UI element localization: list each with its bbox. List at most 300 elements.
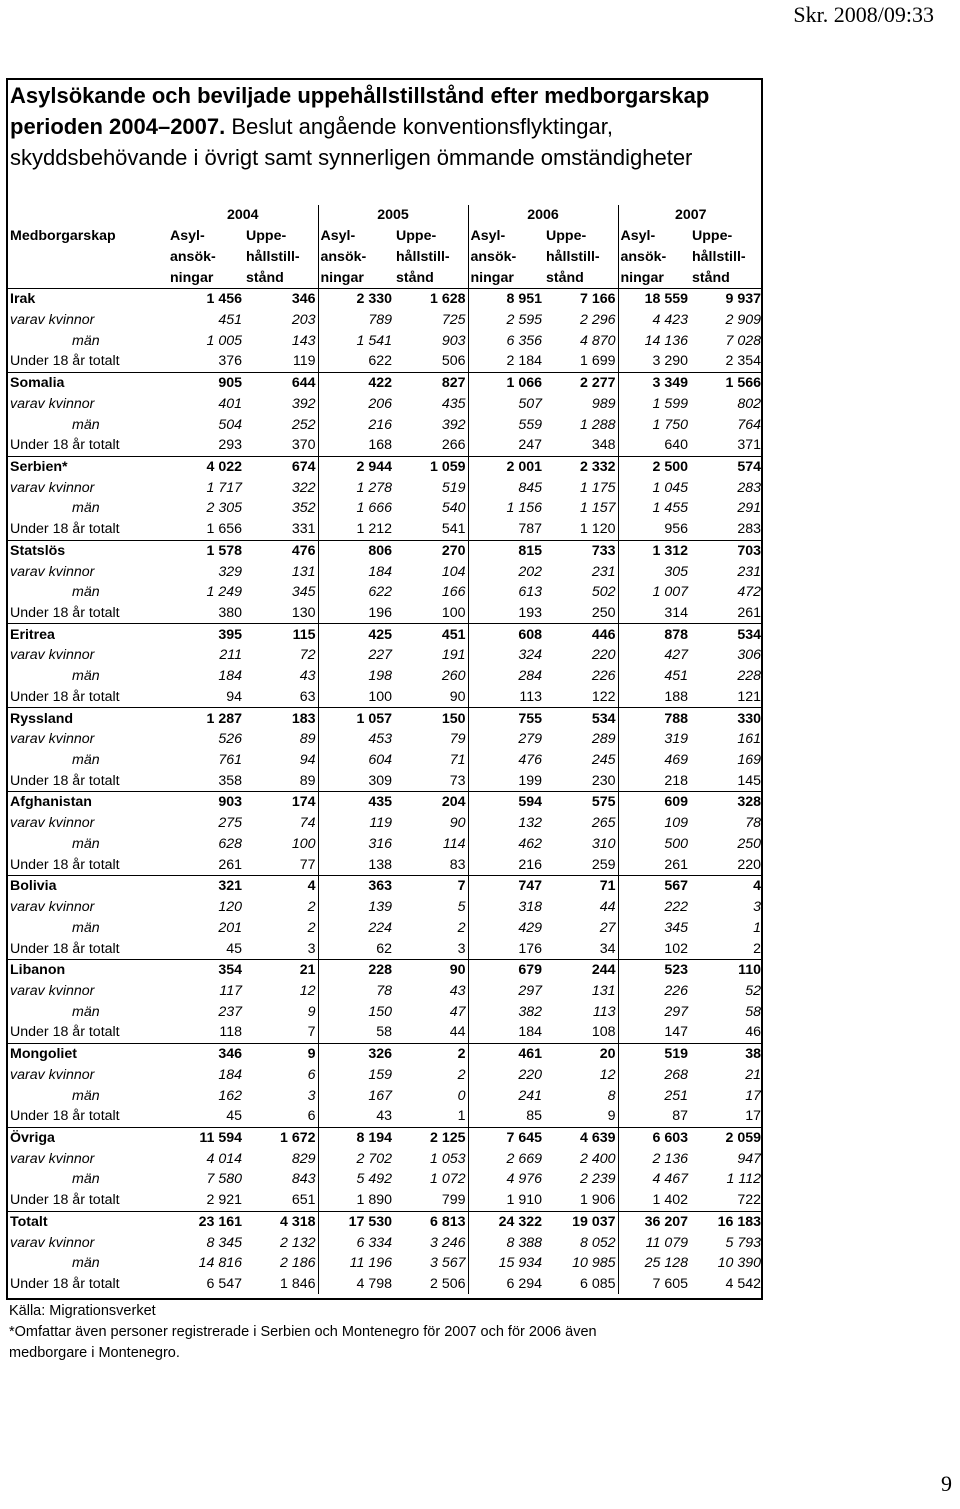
table-cell: 198	[368, 668, 392, 685]
table-cell: 9	[244, 1043, 318, 1064]
table-cell: 3	[394, 938, 468, 959]
row-label: Under 18 år totalt	[10, 353, 120, 370]
row-label: Under 18 år totalt	[10, 856, 120, 873]
table-cell: 1 578	[168, 540, 244, 561]
table-cell: 370	[244, 435, 318, 456]
row-label: varav kvinnor	[10, 1150, 95, 1167]
table-cell: 2 305	[206, 500, 242, 517]
table-cell: 85	[526, 1108, 542, 1125]
table-cell: 4 014	[206, 1150, 242, 1167]
table-cell: 2 702	[356, 1150, 392, 1167]
table-cell: 245	[544, 750, 618, 771]
table-cell: 1 120	[544, 519, 618, 540]
under-18-row	[8, 435, 763, 456]
row-label: män	[72, 919, 100, 936]
header-uppe: Uppe-	[544, 226, 618, 247]
table-cell: 1 906	[544, 1190, 618, 1211]
country-row	[8, 708, 763, 729]
table-cell: 7 580	[206, 1171, 242, 1188]
row-label: Under 18 år totalt	[10, 521, 120, 538]
table-cell: 462	[518, 835, 542, 852]
country-row	[8, 792, 763, 813]
country-row	[8, 959, 763, 980]
table-cell: 371	[737, 437, 761, 454]
table-cell: 204	[394, 792, 468, 813]
column-header-row-1	[8, 226, 763, 247]
table-cell: 9 937	[690, 288, 763, 309]
table-body	[8, 288, 763, 1294]
under-18-row	[8, 519, 763, 540]
table-cell: 109	[664, 815, 688, 832]
men-row	[8, 1169, 763, 1190]
table-cell: 1 059	[394, 456, 468, 477]
table-cell: 19 037	[544, 1211, 618, 1232]
table-cell: 16 183	[690, 1211, 763, 1232]
table-cell: 117	[219, 982, 242, 999]
table-cell: 4 423	[652, 311, 688, 328]
country-row	[8, 456, 763, 477]
men-row	[8, 1253, 763, 1274]
header-asyl: ansök-	[470, 248, 517, 265]
table-cell: 506	[394, 351, 468, 372]
under-18-row	[8, 1274, 763, 1295]
under-18-row	[8, 854, 763, 875]
table-cell: 72	[244, 645, 318, 666]
table-cell: 1 212	[356, 521, 392, 538]
country-name: Afghanistan	[8, 792, 168, 813]
table-cell: 540	[394, 498, 468, 519]
table-cell: 78	[745, 815, 761, 832]
table-cell: 1 249	[206, 584, 242, 601]
table-cell: 4 976	[506, 1171, 542, 1188]
table-cell: 1 175	[544, 477, 618, 498]
row-label: män	[72, 500, 100, 517]
table-cell: 43	[394, 981, 468, 1002]
table-cell: 321	[168, 876, 244, 897]
table-cell: 1 628	[394, 288, 468, 309]
table-cell: 806	[318, 540, 394, 561]
table-cell: 8 345	[206, 1234, 242, 1251]
table-cell: 203	[244, 310, 318, 331]
men-row	[8, 1001, 763, 1022]
table-cell: 220	[544, 645, 618, 666]
table-cell: 108	[544, 1022, 618, 1043]
table-cell: 184	[368, 563, 392, 580]
table-cell: 266	[394, 435, 468, 456]
table-cell: 1 066	[468, 372, 544, 393]
table-cell: 2 595	[506, 311, 542, 328]
row-label: varav kvinnor	[10, 647, 95, 664]
table-cell: 43	[376, 1108, 392, 1125]
women-row	[8, 981, 763, 1002]
table-cell: 202	[518, 563, 542, 580]
country-name: Bolivia	[8, 876, 168, 897]
table-cell: 2 136	[652, 1150, 688, 1167]
table-cell: 747	[468, 876, 544, 897]
table-cell: 316	[368, 835, 392, 852]
table-cell: 435	[394, 393, 468, 414]
table-cell: 2	[394, 917, 468, 938]
table-cell: 220	[518, 1066, 542, 1083]
table-cell: 21	[244, 959, 318, 980]
table-cell: 328	[690, 792, 763, 813]
table-cell: 220	[737, 856, 761, 873]
table-cell: 145	[737, 772, 761, 789]
page-number: 9	[941, 1471, 952, 1496]
men-row	[8, 498, 763, 519]
row-label: män	[72, 835, 100, 852]
table-cell: 1 005	[206, 332, 242, 349]
table-cell: 679	[468, 959, 544, 980]
column-header-row-2	[8, 246, 763, 267]
table-cell: 38	[690, 1043, 763, 1064]
table-cell: 8 388	[506, 1234, 542, 1251]
header-asyl: ansök-	[620, 248, 667, 265]
table-cell: 184	[218, 668, 242, 685]
country-name: Serbien*	[8, 456, 168, 477]
table-cell: 1	[753, 919, 761, 936]
table-cell: 79	[394, 729, 468, 750]
table-cell: 2 944	[318, 456, 394, 477]
source-note: Källa: Migrationsverket	[9, 1303, 156, 1319]
table-cell: 18 559	[618, 288, 690, 309]
table-cell: 799	[394, 1190, 468, 1211]
header-uppe: Uppe-	[692, 228, 733, 245]
table-cell: 6 334	[356, 1234, 392, 1251]
table-cell: 14 816	[198, 1255, 242, 1272]
table-cell: 3 567	[394, 1253, 468, 1274]
table-cell: 989	[544, 393, 618, 414]
table-cell: 7	[244, 1022, 318, 1043]
row-label: Under 18 år totalt	[10, 940, 120, 957]
table-cell: 608	[468, 624, 544, 645]
country-name: Totalt	[8, 1211, 168, 1232]
table-cell: 352	[244, 498, 318, 519]
table-cell: 829	[244, 1148, 318, 1169]
row-label: varav kvinnor	[10, 731, 95, 748]
country-row	[8, 1127, 763, 1148]
table-cell: 184	[218, 1066, 242, 1083]
table-cell: 6 356	[506, 332, 542, 349]
statistics-table	[8, 205, 763, 1294]
header-asyl: ningar	[470, 269, 514, 286]
table-cell: 237	[218, 1003, 242, 1020]
table-cell: 4 022	[168, 456, 244, 477]
table-cell: 319	[664, 731, 688, 748]
table-cell: 674	[244, 456, 318, 477]
table-cell: 100	[244, 834, 318, 855]
table-cell: 119	[244, 351, 318, 372]
table-cell: 211	[219, 647, 242, 664]
table-cell: 121	[737, 688, 761, 705]
table-cell: 5 492	[356, 1171, 392, 1188]
table-cell: 7 166	[544, 288, 618, 309]
men-row	[8, 330, 763, 351]
table-cell: 1 455	[652, 500, 688, 517]
table-cell: 382	[518, 1003, 542, 1020]
table-cell: 376	[218, 353, 242, 370]
title-normal: Beslut angående konventionsflyktingar, skyddsbehövande i övrigt samt synnerligen ömmande omständigheter	[10, 114, 693, 170]
table-cell: 451	[664, 668, 688, 685]
table-cell: 2 506	[394, 1274, 468, 1295]
table-cell: 100	[368, 688, 392, 705]
table-cell: 956	[664, 521, 688, 538]
table-cell: 206	[368, 395, 392, 412]
table-cell: 17	[745, 1087, 761, 1104]
table-cell: 559	[518, 416, 542, 433]
table-cell: 7 028	[725, 332, 761, 349]
table-cell: 451	[394, 624, 468, 645]
header-uppe: hållstill-	[394, 246, 468, 267]
table-cell: 903	[394, 330, 468, 351]
header-uppe: stånd	[244, 267, 318, 288]
table-cell: 226	[664, 982, 688, 999]
table-cell: 2	[244, 917, 318, 938]
table-cell: 380	[218, 605, 242, 622]
table-cell: 7 645	[468, 1127, 544, 1148]
table-cell: 113	[544, 1001, 618, 1022]
row-label: varav kvinnor	[10, 899, 95, 916]
table-cell: 147	[664, 1024, 688, 1041]
table-cell: 314	[664, 605, 688, 622]
table-cell: 644	[244, 372, 318, 393]
table-cell: 47	[394, 1001, 468, 1022]
table-cell: 174	[244, 792, 318, 813]
table-cell: 11 594	[168, 1127, 244, 1148]
men-row	[8, 750, 763, 771]
table-cell: 230	[544, 770, 618, 791]
row-label: män	[72, 584, 100, 601]
table-cell: 21	[745, 1066, 761, 1083]
table-cell: 130	[244, 603, 318, 624]
table-cell: 476	[518, 752, 542, 769]
table-cell: 102	[664, 940, 688, 957]
table-cell: 575	[544, 792, 618, 813]
table-cell: 1 541	[356, 332, 392, 349]
row-label: män	[72, 1087, 100, 1104]
table-cell: 725	[394, 310, 468, 331]
table-cell: 100	[394, 603, 468, 624]
table-cell: 1 288	[544, 414, 618, 435]
table-cell: 2 001	[468, 456, 544, 477]
table-cell: 162	[218, 1087, 242, 1104]
header-uppe: hållstill-	[244, 246, 318, 267]
row-label: Under 18 år totalt	[10, 772, 120, 789]
country-name: Somalia	[8, 372, 168, 393]
table-cell: 4 870	[544, 330, 618, 351]
table-cell: 845	[518, 479, 542, 496]
table-cell: 788	[618, 708, 690, 729]
table-cell: 14 136	[644, 332, 688, 349]
table-cell: 11 079	[645, 1234, 688, 1251]
table-cell: 1 672	[244, 1127, 318, 1148]
table-cell: 4 318	[244, 1211, 318, 1232]
row-label: män	[72, 1171, 100, 1188]
table-cell: 10 985	[544, 1253, 618, 1274]
table-cell: 1 890	[356, 1192, 392, 1209]
table-cell: 25 128	[644, 1255, 688, 1272]
table-cell: 903	[168, 792, 244, 813]
women-row	[8, 561, 763, 582]
table-cell: 5	[394, 897, 468, 918]
table-cell: 90	[394, 687, 468, 708]
women-row	[8, 1148, 763, 1169]
table-cell: 227	[368, 647, 392, 664]
table-cell: 139	[368, 899, 392, 916]
header-uppe: stånd	[692, 269, 730, 286]
table-cell: 9	[544, 1106, 618, 1127]
table-cell: 226	[544, 666, 618, 687]
table-cell: 878	[618, 624, 690, 645]
women-row	[8, 897, 763, 918]
table-cell: 62	[376, 940, 392, 957]
table-cell: 345	[664, 919, 688, 936]
row-label: Under 18 år totalt	[10, 688, 120, 705]
table-cell: 167	[368, 1087, 392, 1104]
table-cell: 305	[664, 563, 688, 580]
table-cell: 345	[244, 582, 318, 603]
table-cell: 1 717	[206, 479, 242, 496]
table-cell: 733	[544, 540, 618, 561]
table-cell: 2	[394, 1064, 468, 1085]
table-cell: 827	[394, 372, 468, 393]
row-label: varav kvinnor	[10, 395, 95, 412]
table-cell: 446	[544, 624, 618, 645]
table-cell: 427	[664, 647, 688, 664]
table-cell: 224	[368, 919, 392, 936]
table-cell: 23 161	[168, 1211, 244, 1232]
table-cell: 113	[519, 688, 542, 705]
country-name: Mongoliet	[8, 1043, 168, 1064]
header-asyl: ningar	[620, 269, 664, 286]
table-cell: 1 599	[652, 395, 688, 412]
table-cell: 270	[394, 540, 468, 561]
table-cell: 392	[394, 414, 468, 435]
table-cell: 318	[518, 899, 542, 916]
table-cell: 4 467	[652, 1171, 688, 1188]
table-cell: 2 921	[206, 1192, 242, 1209]
table-cell: 526	[218, 731, 242, 748]
men-row	[8, 1085, 763, 1106]
country-row	[8, 372, 763, 393]
country-row	[8, 288, 763, 309]
table-cell: 2 059	[690, 1127, 763, 1148]
under-18-row	[8, 351, 763, 372]
table-cell: 2	[394, 1043, 468, 1064]
header-asyl: Asyl-	[620, 228, 656, 245]
year-2005: 2005	[318, 205, 468, 226]
table-cell: 722	[737, 1192, 761, 1209]
country-row	[8, 876, 763, 897]
table-cell: 4	[690, 876, 763, 897]
table-cell: 330	[690, 708, 763, 729]
table-cell: 6	[244, 1064, 318, 1085]
table-cell: 83	[394, 854, 468, 875]
table-cell: 476	[244, 540, 318, 561]
table-cell: 89	[244, 729, 318, 750]
table-cell: 289	[544, 729, 618, 750]
table-cell: 231	[544, 561, 618, 582]
table-cell: 3	[753, 899, 761, 916]
table-cell: 196	[368, 605, 392, 622]
men-row	[8, 414, 763, 435]
table-cell: 574	[690, 456, 763, 477]
table-cell: 150	[368, 1003, 392, 1020]
table-cell: 71	[544, 876, 618, 897]
table-cell: 1 750	[652, 416, 688, 433]
table-cell: 222	[664, 899, 688, 916]
table-cell: 1 312	[618, 540, 690, 561]
table-cell: 609	[618, 792, 690, 813]
table-cell: 1 053	[394, 1148, 468, 1169]
table-cell: 9	[244, 1001, 318, 1022]
table-cell: 310	[544, 834, 618, 855]
table-cell: 3 246	[394, 1232, 468, 1253]
table-cell: 228	[318, 959, 394, 980]
table-cell: 176	[518, 940, 542, 957]
table-cell: 435	[318, 792, 394, 813]
row-label: varav kvinnor	[10, 982, 95, 999]
men-row	[8, 582, 763, 603]
table-cell: 651	[244, 1190, 318, 1211]
table-cell: 802	[737, 395, 761, 412]
table-cell: 24 322	[468, 1211, 544, 1232]
table-cell: 89	[244, 770, 318, 791]
table-cell: 6 813	[394, 1211, 468, 1232]
table-cell: 703	[690, 540, 763, 561]
table-cell: 161	[737, 731, 761, 748]
table-cell: 283	[737, 479, 761, 496]
table-cell: 12	[544, 1064, 618, 1085]
table-cell: 4 798	[356, 1276, 392, 1293]
table-cell: 10 390	[717, 1255, 761, 1272]
table-cell: 291	[737, 500, 761, 517]
table-cell: 283	[737, 521, 761, 538]
country-row	[8, 540, 763, 561]
table-title	[10, 80, 755, 173]
table-cell: 2 332	[544, 456, 618, 477]
footnote-line-2: medborgare i Montenegro.	[9, 1345, 180, 1361]
table-cell: 6	[244, 1106, 318, 1127]
header-asyl: Asyl-	[320, 228, 356, 245]
table-cell: 199	[518, 772, 542, 789]
table-cell: 422	[318, 372, 394, 393]
table-cell: 138	[368, 856, 392, 873]
table-cell: 297	[518, 982, 542, 999]
table-cell: 2 354	[725, 353, 761, 370]
row-label: män	[72, 332, 100, 349]
table-cell: 354	[168, 959, 244, 980]
table-cell: 122	[544, 687, 618, 708]
header-uppe: Uppe-	[244, 226, 318, 247]
table-cell: 45	[226, 940, 242, 957]
table-cell: 519	[394, 477, 468, 498]
table-cell: 58	[376, 1024, 392, 1041]
table-cell: 1 656	[206, 521, 242, 538]
women-row	[8, 310, 763, 331]
table-cell: 52	[745, 982, 761, 999]
table-cell: 231	[737, 563, 761, 580]
column-header-row-3	[8, 267, 763, 288]
year-header-row	[8, 205, 763, 226]
table-cell: 284	[518, 668, 542, 685]
table-cell: 2 330	[318, 288, 394, 309]
table-cell: 425	[318, 624, 394, 645]
table-cell: 2 277	[544, 372, 618, 393]
table-cell: 71	[394, 750, 468, 771]
country-row	[8, 624, 763, 645]
table-cell: 541	[394, 519, 468, 540]
